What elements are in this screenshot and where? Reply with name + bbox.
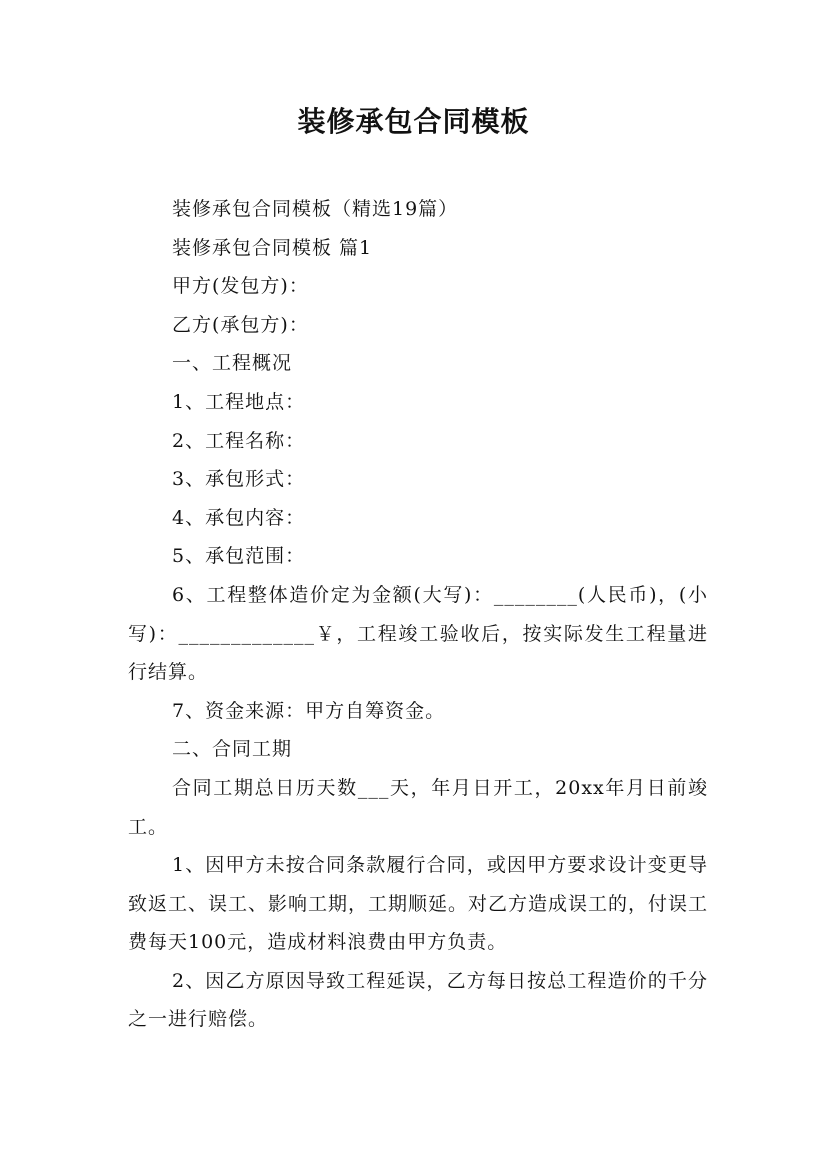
paragraph-contract-form: 3、承包形式： (172, 468, 306, 491)
paragraph-party-b: 乙方(承包方)： (172, 313, 309, 336)
paragraph-subtitle: 装修承包合同模板（精选19篇） (172, 198, 459, 220)
paragraph-party-a: 甲方(发包方)： (172, 275, 309, 298)
paragraph-heading-overview: 一、工程概况 (172, 352, 293, 375)
paragraph-delay-party-b: 2、因乙方原因导致工程延误，乙方每日按总工程造价的千分之一进行赔偿。 (128, 969, 708, 1031)
paragraph-contract-scope: 5、承包范围： (172, 545, 306, 568)
paragraph-heading-schedule: 二、合同工期 (172, 738, 293, 761)
paragraph-project-name: 2、工程名称： (172, 429, 306, 452)
paragraph-section-heading: 装修承包合同模板 篇1 (172, 236, 373, 259)
paragraph-schedule: 合同工期总日历天数___天，年月日开工，20xx年月日前竣工。 (128, 776, 708, 838)
paragraph-funding: 7、资金来源：甲方自筹资金。 (172, 699, 446, 722)
paragraph-contract-content: 4、承包内容： (172, 506, 306, 529)
paragraph-total-cost: 6、工程整体造价定为金额(大写)：________(人民币)，(小写)：_____________￥，工程竣工验收后，按实际发生工程量进行结算。 (128, 583, 708, 684)
document-title: 装修承包合同模板 (297, 105, 530, 138)
document-body (128, 190, 708, 1039)
paragraph-delay-party-a: 1、因甲方未按合同条款履行合同，或因甲方要求设计变更导致返工、误工、影响工期，工期顺延。对乙方造成误工的，付误工费每天100元，造成材料浪费由甲方负责。 (128, 854, 709, 954)
paragraph-location: 1、工程地点： (172, 390, 306, 413)
